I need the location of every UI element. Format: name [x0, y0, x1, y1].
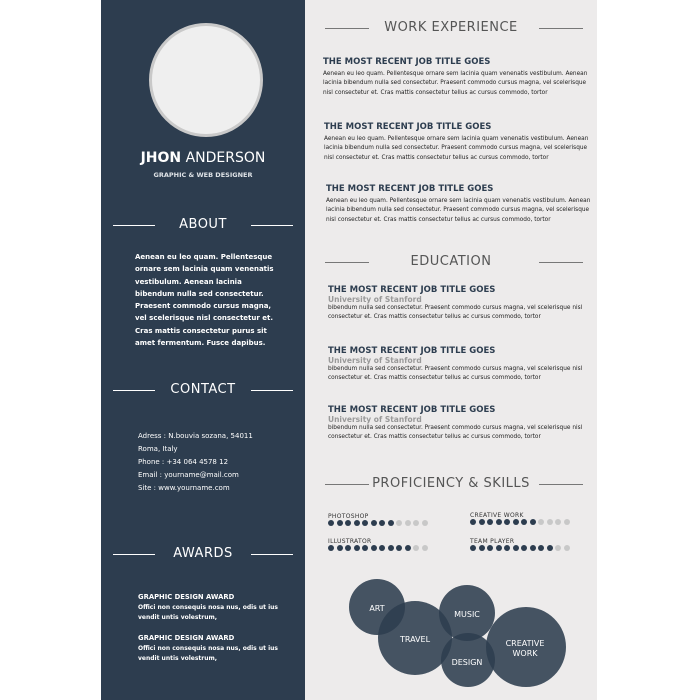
about-text: Aenean eu leo quam. Pellentesque ornare sem lacinia quam venenatis vestibulum. Aenean lacinia bibendum nulla sed consectetur. Praesent commodo cursus magna, vel scelerisque nisl consectetur et. Cras mattis consectetur purus sit amet fermentum. Fusce dapibus.: [135, 253, 274, 348]
work-item: [326, 184, 591, 225]
rating-dot-filled: [470, 519, 476, 525]
rating-dot-filled: [371, 545, 377, 551]
rating-dot-filled: [504, 545, 510, 551]
award-text: Offici non consequis nosa nus, odis ut ius vendit untis volestrum,: [138, 645, 278, 662]
rating-dot-empty: [564, 545, 570, 551]
education-school: University of Stanford: [328, 356, 422, 365]
rating-dot-filled: [345, 520, 351, 526]
interest-label: DESIGN: [451, 658, 483, 667]
full-name: [101, 150, 305, 166]
rating-dot-empty: [413, 545, 419, 551]
skills-heading: PROFICIENCY & SKILLS: [305, 476, 597, 491]
work-title: THE MOST RECENT JOB TITLE GOES: [323, 57, 491, 67]
rating-dot-filled: [328, 545, 334, 551]
skill-name: ILLUSTRATOR: [328, 538, 372, 545]
work-text: Aenean eu leo quam. Pellentesque ornare sem lacinia quam venenatis vestibulum. Aenean lacinia bibendum nulla sed consectetur. Praesent commodo cursus magna, vel scelerisque nisl consectetur et. Cras mattis consectetur tellus ac cursus commodo, tortor: [324, 136, 589, 161]
rating-dot-filled: [530, 519, 536, 525]
education-school: University of Stanford: [328, 415, 422, 424]
rating-dot-filled: [379, 545, 385, 551]
skill-rating: [328, 545, 428, 551]
rating-dot-filled: [337, 520, 343, 526]
sidebar: [101, 0, 305, 700]
rating-dot-filled: [513, 545, 519, 551]
work-text: Aenean eu leo quam. Pellentesque ornare sem lacinia quam venenatis vestibulum. Aenean lacinia bibendum nulla sed consectetur. Praesent commodo cursus magna, vel scelerisque nisl consectetur et. Cras mattis consectetur tellus ac cursus commodo, tortor: [323, 71, 588, 96]
work-text: Aenean eu leo quam. Pellentesque ornare sem lacinia quam venenatis vestibulum. Aenean lacinia bibendum nulla sed consectetur. Praesent commodo cursus magna, vel scelerisque nisl consectetur et. Cras mattis consectetur tellus ac cursus commodo, tortor: [326, 198, 591, 223]
education-title: THE MOST RECENT JOB TITLE GOES: [328, 346, 496, 356]
education-item: [328, 285, 593, 323]
contact-address: Adress : N.bouvia sozana, 54011: [138, 432, 253, 440]
rating-dot-filled: [337, 545, 343, 551]
contact-heading: CONTACT: [101, 382, 305, 397]
rating-dot-empty: [555, 519, 561, 525]
contact-info: [138, 430, 288, 495]
skill-rating: [470, 545, 570, 551]
job-title: GRAPHIC & WEB DESIGNER: [153, 171, 253, 179]
rating-dot-filled: [345, 545, 351, 551]
interest-label: CREATIVE: [505, 639, 545, 648]
rating-dot-empty: [413, 520, 419, 526]
work-item: [324, 122, 589, 163]
rating-dot-filled: [513, 519, 519, 525]
rating-dot-filled: [530, 545, 536, 551]
interest-label: TRAVEL: [399, 635, 431, 644]
rating-dot-filled: [328, 520, 334, 526]
education-text: bibendum nulla sed consectetur. Praesent commodo cursus magna, vel scelerisque nisl consectetur et. Cras mattis consectetur tellus ac cursus commodo, tortor: [328, 366, 583, 382]
last-name: ANDERSON: [185, 150, 266, 166]
skill-item: [470, 538, 570, 551]
skill-item: [470, 512, 570, 525]
profile-photo: [149, 23, 263, 137]
first-name: JHON: [140, 150, 182, 166]
rating-dot-filled: [388, 545, 394, 551]
rating-dot-empty: [564, 519, 570, 525]
award-title: GRAPHIC DESIGN AWARD: [138, 634, 235, 642]
contact-email: Email : yourname@mail.com: [138, 471, 239, 479]
skill-name: TEAM PLAYER: [470, 538, 515, 545]
rating-dot-filled: [470, 545, 476, 551]
rating-dot-filled: [354, 545, 360, 551]
skill-item: [328, 538, 428, 551]
rating-dot-empty: [547, 519, 553, 525]
skill-rating: [470, 519, 570, 525]
rating-dot-empty: [405, 520, 411, 526]
skill-name: PHOTOSHOP: [328, 513, 369, 520]
rating-dot-filled: [547, 545, 553, 551]
rating-dot-filled: [487, 519, 493, 525]
main-content: [305, 0, 597, 700]
contact-city: Roma, Italy: [138, 445, 178, 453]
interests-bubbles: [305, 560, 597, 700]
rating-dot-filled: [405, 545, 411, 551]
education-title: THE MOST RECENT JOB TITLE GOES: [328, 285, 496, 295]
rating-dot-filled: [396, 545, 402, 551]
rating-dot-filled: [538, 545, 544, 551]
rating-dot-filled: [479, 545, 485, 551]
award-title: GRAPHIC DESIGN AWARD: [138, 593, 235, 601]
rating-dot-filled: [362, 520, 368, 526]
about-heading: ABOUT: [101, 217, 305, 232]
work-item: [323, 57, 588, 98]
education-item: [328, 346, 593, 384]
rating-dot-filled: [521, 519, 527, 525]
rating-dot-empty: [538, 519, 544, 525]
rating-dot-empty: [396, 520, 402, 526]
interest-label: ART: [369, 604, 385, 613]
rating-dot-filled: [487, 545, 493, 551]
rating-dot-filled: [496, 519, 502, 525]
rating-dot-empty: [422, 545, 428, 551]
education-text: bibendum nulla sed consectetur. Praesent commodo cursus magna, vel scelerisque nisl consectetur et. Cras mattis consectetur tellus ac cursus commodo, tortor: [328, 425, 583, 441]
education-title: THE MOST RECENT JOB TITLE GOES: [328, 405, 496, 415]
rating-dot-empty: [422, 520, 428, 526]
rating-dot-filled: [479, 519, 485, 525]
education-text: bibendum nulla sed consectetur. Praesent commodo cursus magna, vel scelerisque nisl consectetur et. Cras mattis consectetur tellus ac cursus commodo, tortor: [328, 305, 583, 321]
skill-rating: [328, 520, 428, 526]
skill-name: CREATIVE WORK: [470, 512, 524, 519]
rating-dot-filled: [362, 545, 368, 551]
education-item: [328, 405, 593, 443]
interest-label: MUSIC: [454, 610, 480, 619]
award-text: Offici non consequis nosa nus, odis ut ius vendit untis volestrum,: [138, 604, 278, 621]
work-title: THE MOST RECENT JOB TITLE GOES: [326, 184, 494, 194]
rating-dot-filled: [388, 520, 394, 526]
rating-dot-filled: [504, 519, 510, 525]
rating-dot-empty: [555, 545, 561, 551]
interest-label: WORK: [512, 649, 538, 658]
work-heading: WORK EXPERIENCE: [305, 20, 597, 35]
rating-dot-filled: [371, 520, 377, 526]
skill-item: [328, 513, 428, 526]
awards-heading: AWARDS: [101, 546, 305, 561]
education-heading: EDUCATION: [305, 254, 597, 269]
rating-dot-filled: [379, 520, 385, 526]
rating-dot-filled: [496, 545, 502, 551]
rating-dot-filled: [354, 520, 360, 526]
work-title: THE MOST RECENT JOB TITLE GOES: [324, 122, 492, 132]
education-school: University of Stanford: [328, 295, 422, 304]
contact-site: Site : www.yourname.com: [138, 484, 230, 492]
rating-dot-filled: [521, 545, 527, 551]
contact-phone: Phone : +34 064 4578 12: [138, 458, 229, 466]
